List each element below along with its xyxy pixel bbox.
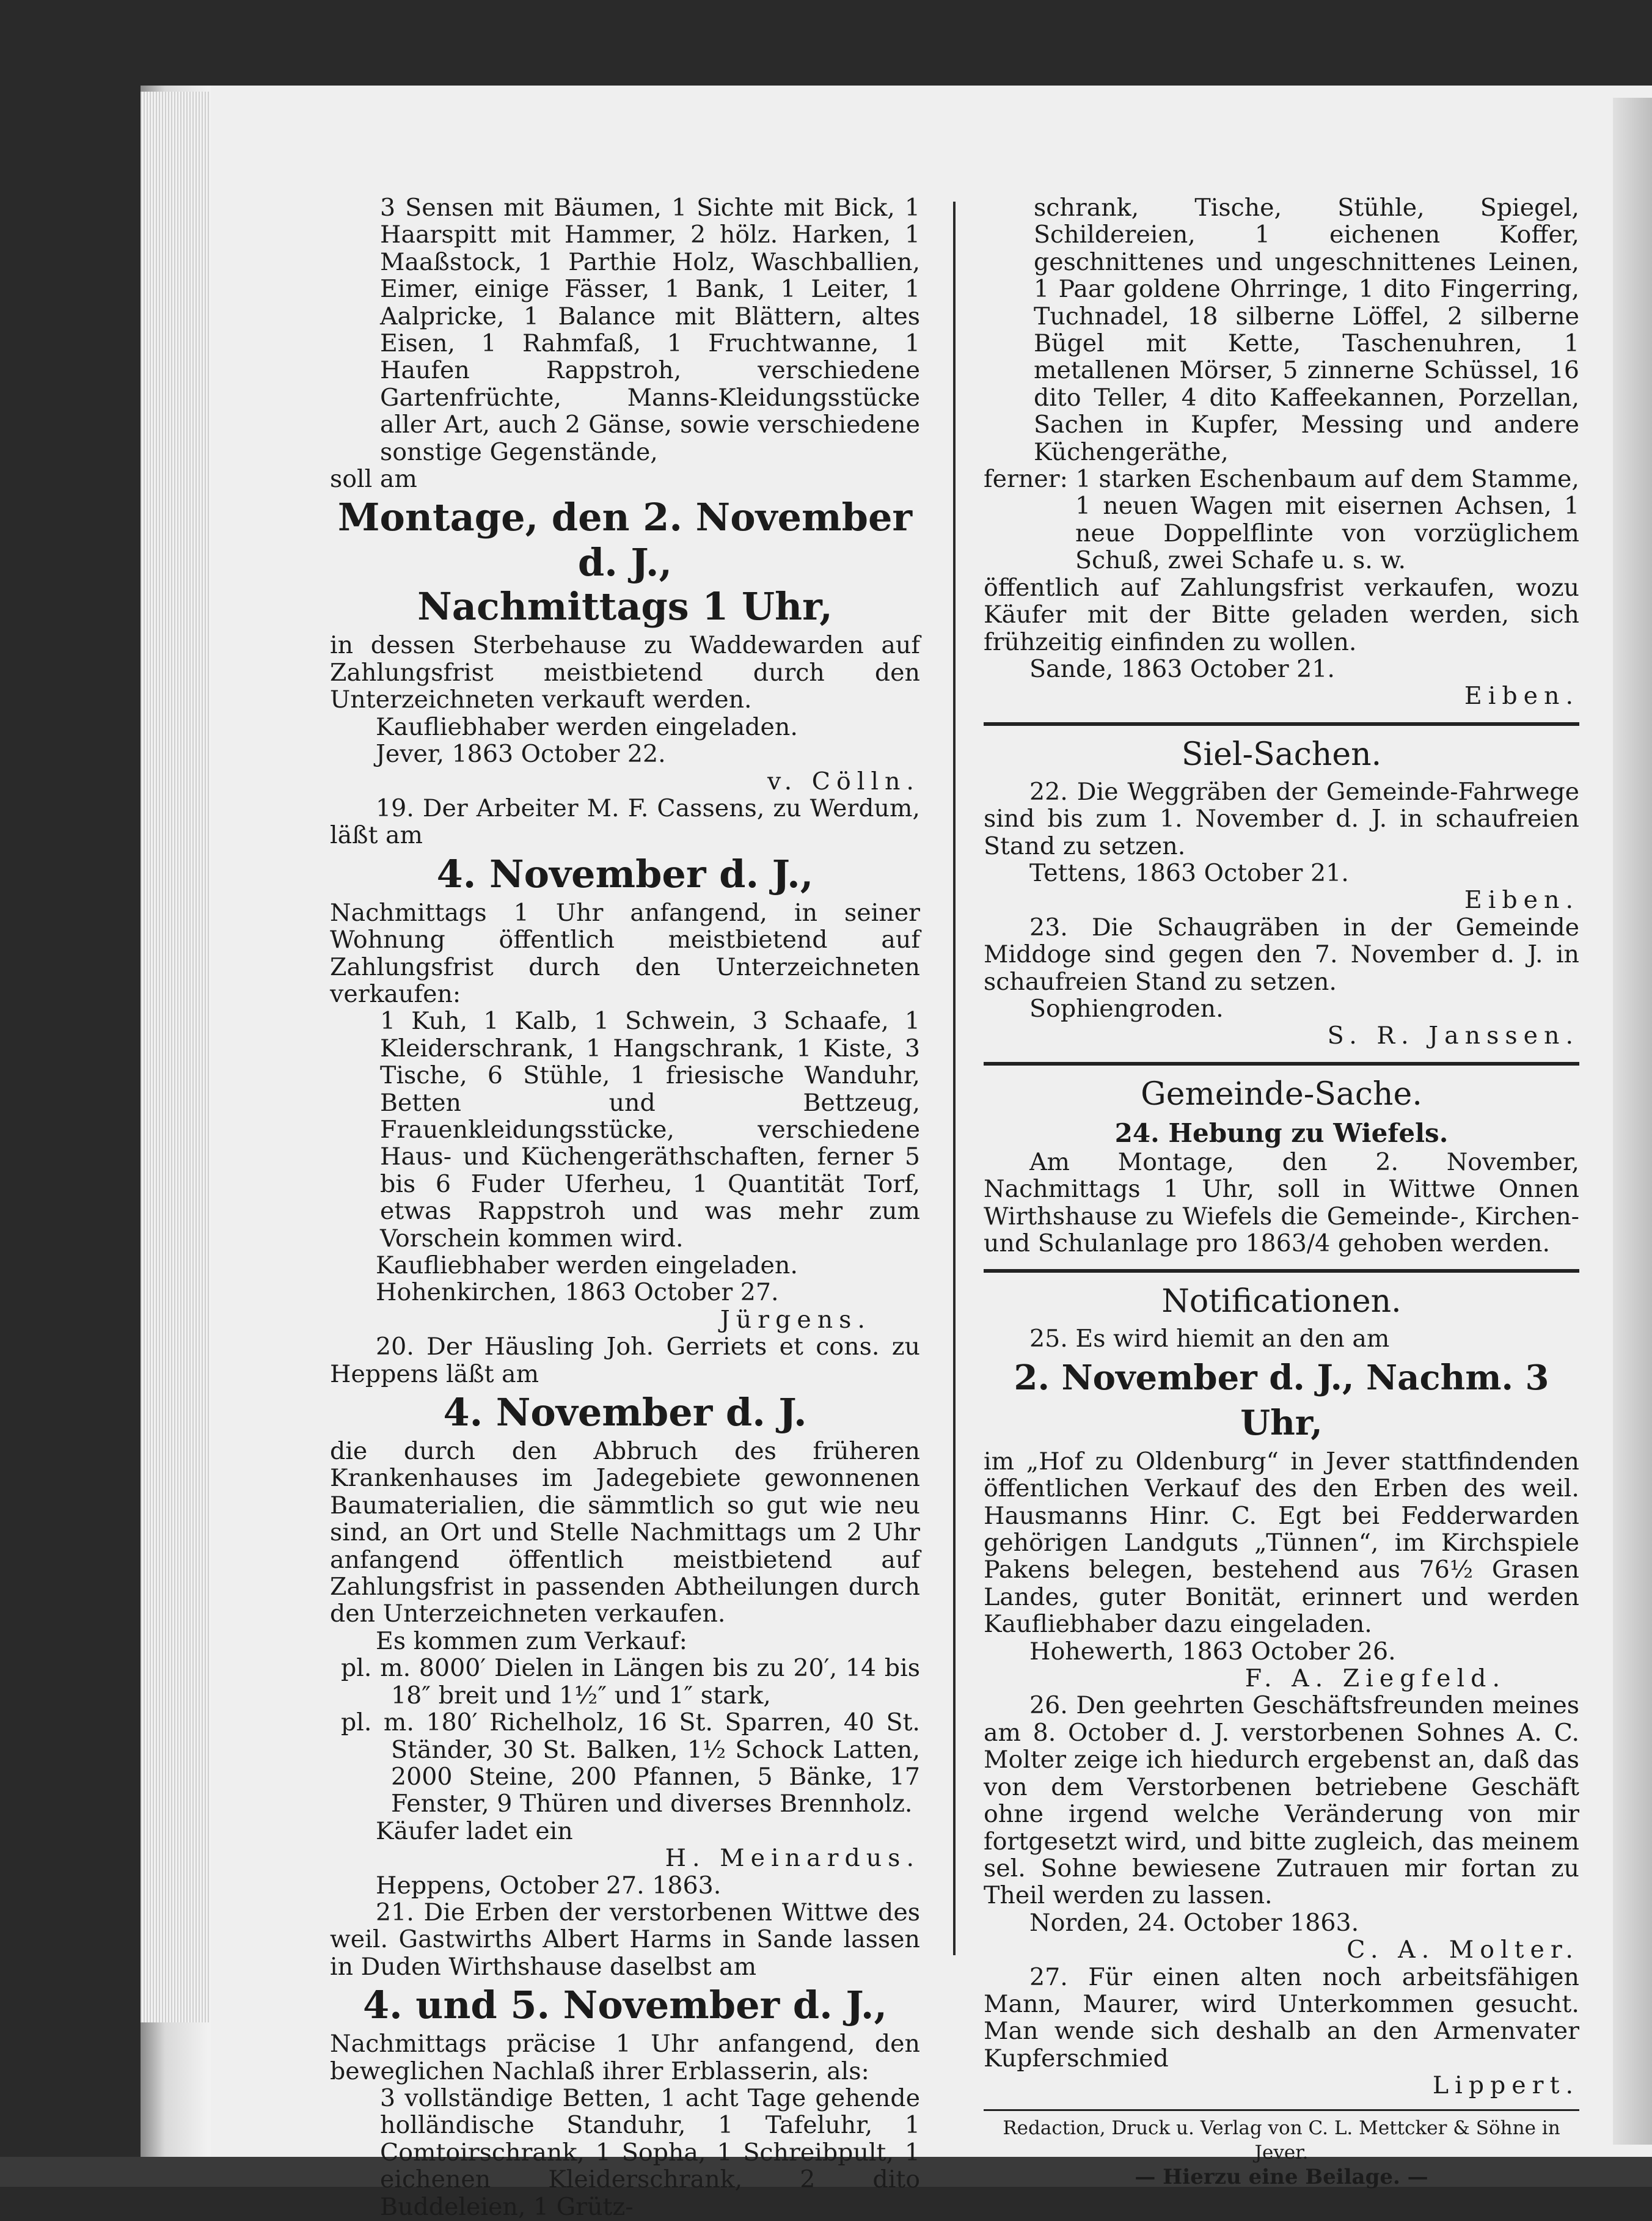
notice-23: 23. Die Schaugräben in der Gemeinde Middoge sind gegen den 7. November d. J. in schaufreien Stand zu setzen. [984,913,1579,996]
signature-26: C. A. Molter. [1347,1936,1579,1964]
notice-body-19: Nachmittags 1 Uhr anfangend, in seiner Wohnung öffentlich meistbietend auf Zahlungsfrist durch den Unterzeichneten verkaufen: [330,898,920,1008]
notice-body-18: in dessen Sterbehause zu Waddewarden auf Zahlungsfrist meistbietend durch den Unterzeichneten verkauft werden. [330,631,920,714]
notice-19: 19. Der Arbeiter M. F. Cassens, zu Werdum, läßt am [330,794,920,850]
notice-body-25: im „Hof zu Oldenburg“ in Jever stattfindenden öffentlichen Verkauf des den Erben des weil. Hausmanns Hinr. C. Egt bei Fedderwarden gehörigen Landguts „Tünnen“, im Kirchspiele Pakens belegen, bestehend aus 76½ Grasen Landes, guter Bonität, erinnert und werden Kaufliebhaber dazu eingeladen. [984,1447,1579,1639]
notice-body-21: Nachmittags präcise 1 Uhr anfangend, den beweglichen Nachlaß ihrer Erblasserin, als: [330,2030,920,2085]
invite-18: Kaufliebhaber werden eingeladen. [376,712,798,741]
place-date-18: Jever, 1863 October 22. [376,740,666,769]
page-edges [141,92,214,2022]
column-divider [953,202,956,1955]
place-date-21: Sande, 1863 October 21. [1029,654,1335,683]
auction-date-21: 4. und 5. November d. J., [362,1983,888,2028]
signature-27: Lippert. [1432,2071,1579,2100]
notice-24: Am Montage, den 2. November, Nachmittags 1 Uhr, soll in Wittwe Onnen Wirthshause zu Wiefels die Gemeinde-, Kirchen- und Schulanlage pro 1863/4 gehoben werden. [984,1147,1579,1257]
auction-time-18: Nachmittags 1 Uhr, [417,584,833,629]
notice-24-title: 24. Hebung zu Wiefels. [1114,1118,1449,1148]
supplement-note: — Hierzu eine Beilage. — [1135,2164,1428,2189]
facing-page-edge [1613,98,1652,2145]
item-list-21: 3 vollständige Betten, 1 acht Tage gehende holländische Standuhr, 1 Tafeluhr, 1 Comtoirschrank, 1 Sopha, 1 Schreibpult, 1 eichenen Kleiderschrank, 2 dito Buddeleien, 1 Grütz- [380,2084,920,2221]
auction-date-18: Montage, den 2. November d. J., [337,495,913,585]
invite-19: Kaufliebhaber werden eingeladen. [376,1251,798,1279]
place-date-26: Norden, 24. October 1863. [1029,1908,1359,1937]
auction-date-19: 4. November d. J., [436,851,814,896]
notice-20: 20. Der Häusling Joh. Gerriets et cons. zu Heppens läßt am [330,1333,920,1388]
signature-20: H. Meinardus. [665,1844,920,1873]
imprint-rule [984,2109,1579,2111]
signature-22: Eiben. [1464,886,1579,915]
item-list-19: 1 Kuh, 1 Kalb, 1 Schwein, 3 Schaafe, 1 Kleiderschrank, 1 Hangschrank, 1 Kiste, 3 Tische, 6 Stühle, 1 friesische Wanduhr, Betten und Bettzeug, Frauenkleidungsstücke, verschiedene Haus- und Küchengeräthschaften, ferner 5 bis 6 Fuder Uferheu, 1 Quantität Torf, etwas Rappstroh und was mehr zum Vorschein kommen wird. [380,1007,920,1253]
left-column [330,194,920,2220]
right-column [984,194,1579,2189]
item-20b: pl. m. 180′ Richelholz, 16 St. Sparren, 40 St. Ständer, 30 St. Balken, 1½ Schock Latten, 2000 Steine, 200 Pfannen, 5 Bänke, 17 Fenster, 9 Thüren und diverses Brennholz. [341,1708,920,1818]
notice-body-20: die durch den Abbruch des früheren Krankenhauses im Jadegebiete gewonnenen Baumaterialien, die sämmtlich so gut wie neu sind, an Ort und Stelle Nachmittags um 2 Uhr anfangend öffentlich meistbietend auf Zahlungsfrist in passenden Abtheilungen durch den Unterzeichneten verkaufen. [330,1437,920,1628]
section-rule-1 [984,722,1579,726]
notice-27: 27. Für einen alten noch arbeitsfähigen Mann, Maurer, wird Unterkommen gesucht. Man wende sich deshalb an den Armenvater Kupferschmied [984,1963,1579,2073]
section-rule-3 [984,1269,1579,1273]
place-date-25: Hohewerth, 1863 October 26. [1029,1637,1396,1666]
soll-am: soll am [330,465,417,494]
heading-notificationen: Notificationen. [1161,1283,1402,1320]
notice-26: 26. Den geehrten Geschäftsfreunden meines am 8. October d. J. verstorbenen Sohnes A. C. Molter zeige ich hiedurch ergebenst an, daß das von dem Verstorbenen betriebene Geschäft ohne irgend welche Veränderung von mir fortgesetzt wird, und bitte zugleich, das meinem sel. Sohne bewiesene Zutrauen mir fortan zu Theil werden zu lassen. [984,1691,1579,1910]
notice-25: 25. Es wird hiemit an den am [1029,1325,1390,1353]
notice-21: 21. Die Erben der verstorbenen Wittwe des weil. Gastwirths Albert Harms in Sande lassen in Duden Wirthshause daselbst am [330,1898,920,1981]
kommen-zum-verkauf: Es kommen zum Verkauf: [376,1626,687,1655]
kaeufer-ladet-ein: Käufer ladet ein [376,1817,573,1845]
ferner-items: ferner: 1 starken Eschenbaum auf dem Stamme, 1 neuen Wagen mit eisernen Achsen, 1 neue Doppelflinte von vorzüglichem Schuß, zwei Schafe u. s. w. [984,465,1579,575]
place-23: Sophiengroden. [1029,994,1224,1023]
auction-date-20: 4. November d. J. [443,1390,807,1435]
item-list-21-cont: schrank, Tische, Stühle, Spiegel, Schildereien, 1 eichenen Koffer, geschnittenes und ungeschnittenes Leinen, 1 Paar goldene Ohrringe, 1 dito Fingerring, Tuchnadel, 18 silberne Löffel, 2 silberne Bügel mit Kette, Taschenuhren, 1 metallenen Mörser, 5 zinnerne Schüssel, 16 dito Teller, 4 dito Kaffeekannen, Porzellan, Sachen in Kupfer, Messing und andere Küchengeräthe, [1034,194,1579,466]
imprint: Redaction, Druck u. Verlag von C. L. Mettcker & Söhne in Jever. [1003,2117,1560,2164]
signature-19: Jürgens. [720,1305,871,1334]
notice-22: 22. Die Weggräben der Gemeinde-Fahrwege sind bis zum 1. November d. J. in schaufreien Stand zu setzen. [984,777,1579,860]
signature-25: F. A. Ziegfeld. [1244,1664,1506,1693]
place-date-20: Heppens, October 27. 1863. [376,1871,722,1900]
item-20a: pl. m. 8000′ Dielen in Längen bis zu 20′, 14 bis 18″ breit und 1½″ und 1″ stark, [341,1654,920,1710]
heading-gemeinde-sache: Gemeinde-Sache. [1141,1075,1422,1113]
sale-date-25: 2. November d. J., Nachm. 3 Uhr, [1014,1357,1549,1443]
place-date-19: Hohenkirchen, 1863 October 27. [376,1278,779,1307]
place-date-22: Tettens, 1863 October 21. [1029,858,1349,887]
signature-18: v. Cölln. [767,767,920,796]
item-list-18: 3 Sensen mit Bäumen, 1 Sichte mit Bick, 1 Haarspitt mit Hammer, 2 hölz. Harken, 1 Maaßstock, 1 Parthie Holz, Waschballien, Eimer, einige Fässer, 1 Bank, 1 Leiter, 1 Aalpricke, 1 Balance mit Blättern, altes Eisen, 1 Rahmfaß, 1 Fruchtwanne, 1 Haufen Rappstroh, verschiedene Gartenfrüchte, Manns-Kleidungsstücke aller Art, auch 2 Gänse, sowie verschiedene sonstige Gegenstände, [380,194,920,466]
signature-21: Eiben. [1464,682,1579,711]
signature-23: S. R. Janssen. [1327,1022,1579,1050]
notice-body-21b: öffentlich auf Zahlungsfrist verkaufen, wozu Käufer mit der Bitte geladen werden, sich frühzeitig einfinden zu wollen. [984,573,1579,656]
section-rule-2 [984,1062,1579,1066]
heading-siel-sachen: Siel-Sachen. [1181,736,1382,773]
